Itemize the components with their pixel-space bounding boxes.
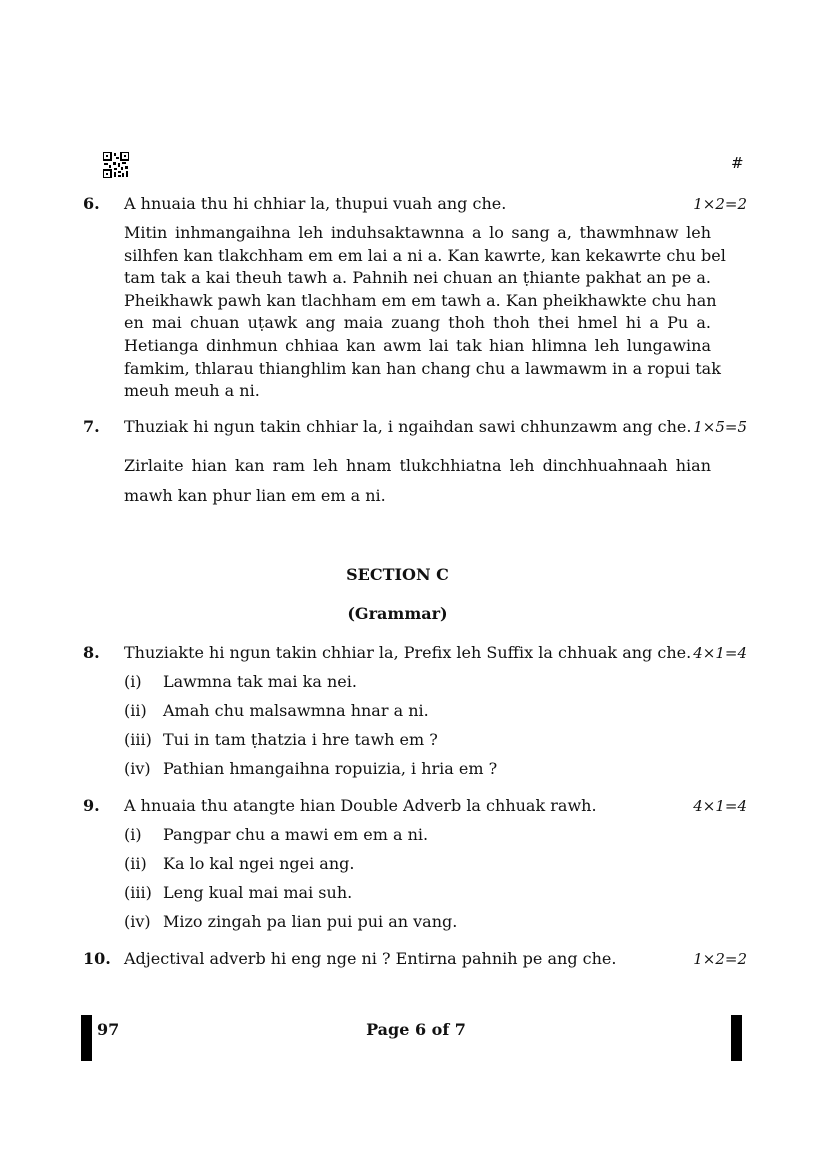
item-text: Tui in tam ṭhatzia i hre tawh em ? [163,730,438,749]
item-label: (iv) [124,912,151,931]
item-label: (iv) [124,759,151,778]
question-10-marks: 1×2=2 [693,950,747,968]
page-marker: # [731,154,744,172]
item-text: Lawmna tak mai ka nei. [163,672,357,691]
passage-line: Mitin inhmangaihna leh induhsaktawnna a lo sang a, thawmhnaw leh [124,223,711,242]
question-10-text: Adjectival adverb hi eng nge ni ? Entirna pahnih pe ang che. [124,949,617,968]
question-10-number: 10. [83,949,111,968]
passage-line: famkim, thlarau thianghlim kan han chang chu a lawmawm in a ropui tak [124,358,721,378]
question-8-marks: 4×1=4 [693,644,747,662]
question-9-text: A hnuaia thu atangte hian Double Adverb la chhuak rawh. [124,796,597,815]
item-text: Pathian hmangaihna ropuizia, i hria em ? [163,759,498,778]
question-8-text: Thuziakte hi ngun takin chhiar la, Prefix leh Suffix la chhuak ang che. [124,643,692,662]
question-9-number: 9. [83,796,100,815]
question-6-marks: 1×2=2 [693,195,747,213]
item-label: (i) [124,672,142,691]
question-6-passage [124,222,726,403]
section-title: SECTION C [346,565,449,584]
passage-line: silhfen kan tlakchham em em lai a ni a. Kan kawrte, kan kekawrte chu bel [124,245,726,265]
question-9-marks: 4×1=4 [693,797,747,815]
qr-code-icon [103,152,129,178]
item-label: (iii) [124,883,152,902]
item-text: Pangpar chu a mawi em em a ni. [163,825,429,844]
item-label: (iii) [124,730,152,749]
item-label: (i) [124,825,142,844]
item-text: Leng kual mai mai suh. [163,883,353,902]
passage-line: Zirlaite hian kan ram leh hnam tlukchhiatna leh dinchhuahnaah hian [124,456,711,475]
passage-line: Hetianga dinhmun chhiaa kan awm lai tak hian hlimna leh lungawina [124,335,711,355]
question-6-number: 6. [83,194,100,213]
passage-line: tam tak a kai theuh tawh a. Pahnih nei chuan an ṭhiante pakhat an pe a. [124,268,711,288]
item-label: (ii) [124,854,147,873]
passage-line: Pheikhawk pawh kan tlachham em em tawh a. Kan pheikhawkte chu han [124,290,717,310]
item-label: (ii) [124,701,147,720]
passage-line: en mai chuan uṭawk ang maia zuang thoh thoh thei hmel hi a Pu a. [124,313,711,333]
question-7-marks: 1×5=5 [693,418,747,436]
paper-code: 97 [97,1020,120,1039]
item-text: Mizo zingah pa lian pui pui an vang. [163,912,458,931]
question-7-passage [124,451,711,511]
item-text: Amah chu malsawmna hnar a ni. [163,701,429,720]
question-8-number: 8. [83,643,100,662]
item-text: Ka lo kal ngei ngei ang. [163,854,355,873]
passage-line: mawh kan phur lian em em a ni. [124,486,386,505]
section-subtitle: (Grammar) [347,604,448,623]
page-number: Page 6 of 7 [366,1020,466,1039]
question-7-number: 7. [83,417,100,436]
question-7-text: Thuziak hi ngun takin chhiar la, i ngaihdan sawi chhunzawm ang che. [124,417,692,436]
passage-line: meuh meuh a ni. [124,381,260,401]
question-6-text: A hnuaia thu hi chhiar la, thupui vuah ang che. [124,194,507,213]
